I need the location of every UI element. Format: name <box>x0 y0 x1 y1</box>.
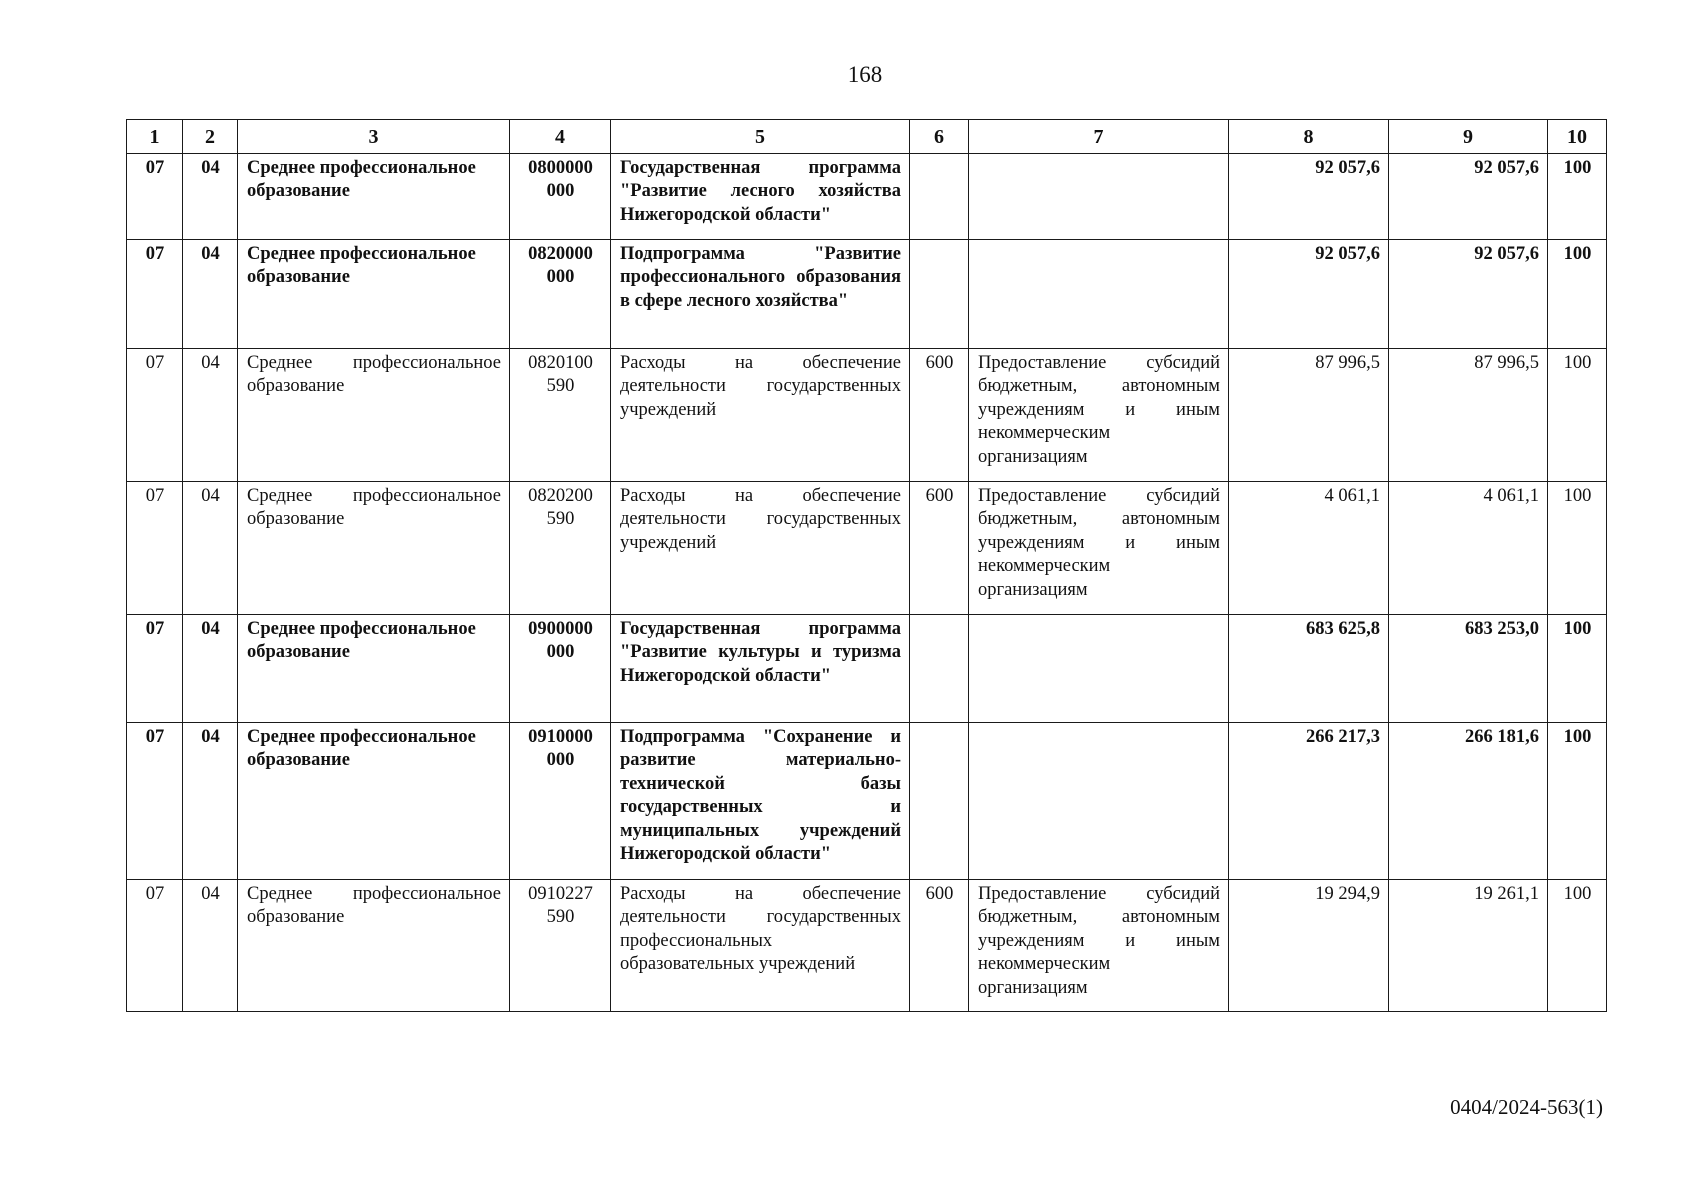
section-code: 07 <box>127 239 183 348</box>
planned-amount: 266 217,3 <box>1229 722 1389 879</box>
target-code: 0820200 590 <box>510 481 611 614</box>
target-code: 0800000 000 <box>510 153 611 239</box>
planned-amount: 92 057,6 <box>1229 239 1389 348</box>
section-code: 07 <box>127 879 183 1011</box>
actual-amount: 87 996,5 <box>1389 348 1548 481</box>
expense-type-name: Предоставление субсидий бюджетным, автономным учреждениям и иным некоммерческим организациям <box>969 879 1229 1011</box>
expense-type-code: 600 <box>910 348 969 481</box>
section-name: Среднее профессиональное образование <box>238 879 510 1011</box>
table-row <box>127 239 1607 348</box>
column-header-4: 4 <box>510 120 611 154</box>
column-header-7: 7 <box>969 120 1229 154</box>
target-name: Расходы на обеспечение деятельности государственных учреждений <box>611 481 910 614</box>
subsection-code: 04 <box>183 614 238 722</box>
expense-type-name <box>969 614 1229 722</box>
actual-amount: 19 261,1 <box>1389 879 1548 1011</box>
target-code: 0900000 000 <box>510 614 611 722</box>
section-name: Среднее профессиональное образование <box>238 348 510 481</box>
table-row <box>127 348 1607 481</box>
subsection-code: 04 <box>183 153 238 239</box>
document-id: 0404/2024-563(1) <box>1450 1095 1603 1119</box>
section-code: 07 <box>127 348 183 481</box>
execution-percent: 100 <box>1548 153 1607 239</box>
section-name: Среднее профессиональное образование <box>238 153 510 239</box>
target-code: 0820000 000 <box>510 239 611 348</box>
column-header-6: 6 <box>910 120 969 154</box>
planned-amount: 92 057,6 <box>1229 153 1389 239</box>
subsection-code: 04 <box>183 722 238 879</box>
section-code: 07 <box>127 153 183 239</box>
column-header-3: 3 <box>238 120 510 154</box>
expense-type-code <box>910 722 969 879</box>
actual-amount: 92 057,6 <box>1389 239 1548 348</box>
expense-type-code <box>910 614 969 722</box>
subsection-code: 04 <box>183 481 238 614</box>
expense-type-name <box>969 239 1229 348</box>
execution-percent: 100 <box>1548 879 1607 1011</box>
column-header-1: 1 <box>127 120 183 154</box>
expense-type-name <box>969 722 1229 879</box>
subsection-code: 04 <box>183 879 238 1011</box>
header-row <box>127 120 1607 154</box>
expense-type-name: Предоставление субсидий бюджетным, автономным учреждениям и иным некоммерческим организациям <box>969 481 1229 614</box>
execution-percent: 100 <box>1548 348 1607 481</box>
section-code: 07 <box>127 481 183 614</box>
column-header-2: 2 <box>183 120 238 154</box>
actual-amount: 266 181,6 <box>1389 722 1548 879</box>
planned-amount: 19 294,9 <box>1229 879 1389 1011</box>
planned-amount: 87 996,5 <box>1229 348 1389 481</box>
page-number: 168 <box>847 62 883 87</box>
expense-type-code <box>910 153 969 239</box>
target-code: 0910000 000 <box>510 722 611 879</box>
target-name: Государственная программа "Развитие культуры и туризма Нижегородской области" <box>611 614 910 722</box>
column-header-5: 5 <box>611 120 910 154</box>
target-code: 0820100 590 <box>510 348 611 481</box>
table-row <box>127 722 1607 879</box>
subsection-code: 04 <box>183 348 238 481</box>
target-name: Расходы на обеспечение деятельности государственных учреждений <box>611 348 910 481</box>
planned-amount: 4 061,1 <box>1229 481 1389 614</box>
section-code: 07 <box>127 614 183 722</box>
column-header-10: 10 <box>1548 120 1607 154</box>
section-name: Среднее профессиональное образование <box>238 239 510 348</box>
target-name: Подпрограмма "Развитие профессионального образования в сфере лесного хозяйства" <box>611 239 910 348</box>
budget-table <box>126 119 1607 1012</box>
actual-amount: 92 057,6 <box>1389 153 1548 239</box>
execution-percent: 100 <box>1548 481 1607 614</box>
expense-type-code: 600 <box>910 481 969 614</box>
table-row <box>127 614 1607 722</box>
section-name: Среднее профессиональное образование <box>238 722 510 879</box>
planned-amount: 683 625,8 <box>1229 614 1389 722</box>
expense-type-name: Предоставление субсидий бюджетным, автономным учреждениям и иным некоммерческим организациям <box>969 348 1229 481</box>
subsection-code: 04 <box>183 239 238 348</box>
section-name: Среднее профессиональное образование <box>238 614 510 722</box>
expense-type-name <box>969 153 1229 239</box>
column-header-8: 8 <box>1229 120 1389 154</box>
table-row <box>127 879 1607 1011</box>
target-name: Подпрограмма "Сохранение и развитие материально-технической базы государственных и муниципальных учреждений Нижегородской области" <box>611 722 910 879</box>
target-name: Расходы на обеспечение деятельности государственных профессиональных образовательных учреждений <box>611 879 910 1011</box>
table-row <box>127 481 1607 614</box>
target-name: Государственная программа "Развитие лесного хозяйства Нижегородской области" <box>611 153 910 239</box>
section-code: 07 <box>127 722 183 879</box>
table-row <box>127 153 1607 239</box>
expense-type-code <box>910 239 969 348</box>
section-name: Среднее профессиональное образование <box>238 481 510 614</box>
actual-amount: 683 253,0 <box>1389 614 1548 722</box>
execution-percent: 100 <box>1548 239 1607 348</box>
expense-type-code: 600 <box>910 879 969 1011</box>
actual-amount: 4 061,1 <box>1389 481 1548 614</box>
execution-percent: 100 <box>1548 722 1607 879</box>
column-header-9: 9 <box>1389 120 1548 154</box>
execution-percent: 100 <box>1548 614 1607 722</box>
target-code: 0910227 590 <box>510 879 611 1011</box>
